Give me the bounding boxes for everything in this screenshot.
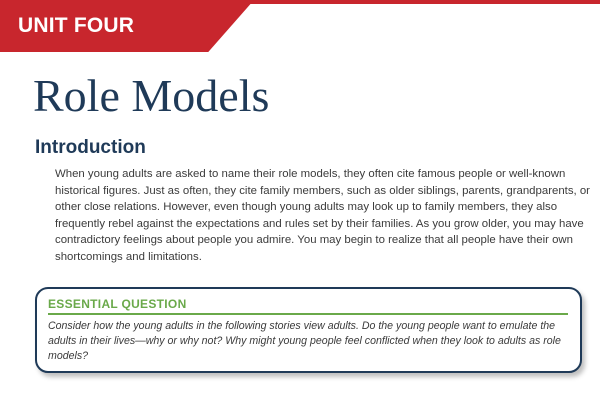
introduction-heading: Introduction (35, 137, 146, 158)
unit-label: UNIT FOUR (18, 14, 135, 37)
essential-question-divider (48, 313, 568, 315)
essential-question-heading: ESSENTIAL QUESTION (48, 297, 187, 311)
page-title: Role Models (33, 70, 270, 121)
introduction-paragraph: When young adults are asked to name their role models, they often cite famous people or well-known historical figures. Just as often, they cite family members, such as older siblings, parents, grandparents, or other close relations. However, even though young adults may look up to family members, they also frequently rebel against the expectations and rules set by their families. As you grow older, you may have contradictory feelings about people you admire. You may begin to realize that all people have their own shortcomings and limitations. (55, 168, 590, 263)
essential-question-text: Consider how the young adults in the following stories view adults. Do the young people want to emulate the adults in their lives—why or why not? Why might young people feel conflicted when they look to adults as role models? (48, 320, 561, 362)
essential-question-box (35, 287, 582, 373)
